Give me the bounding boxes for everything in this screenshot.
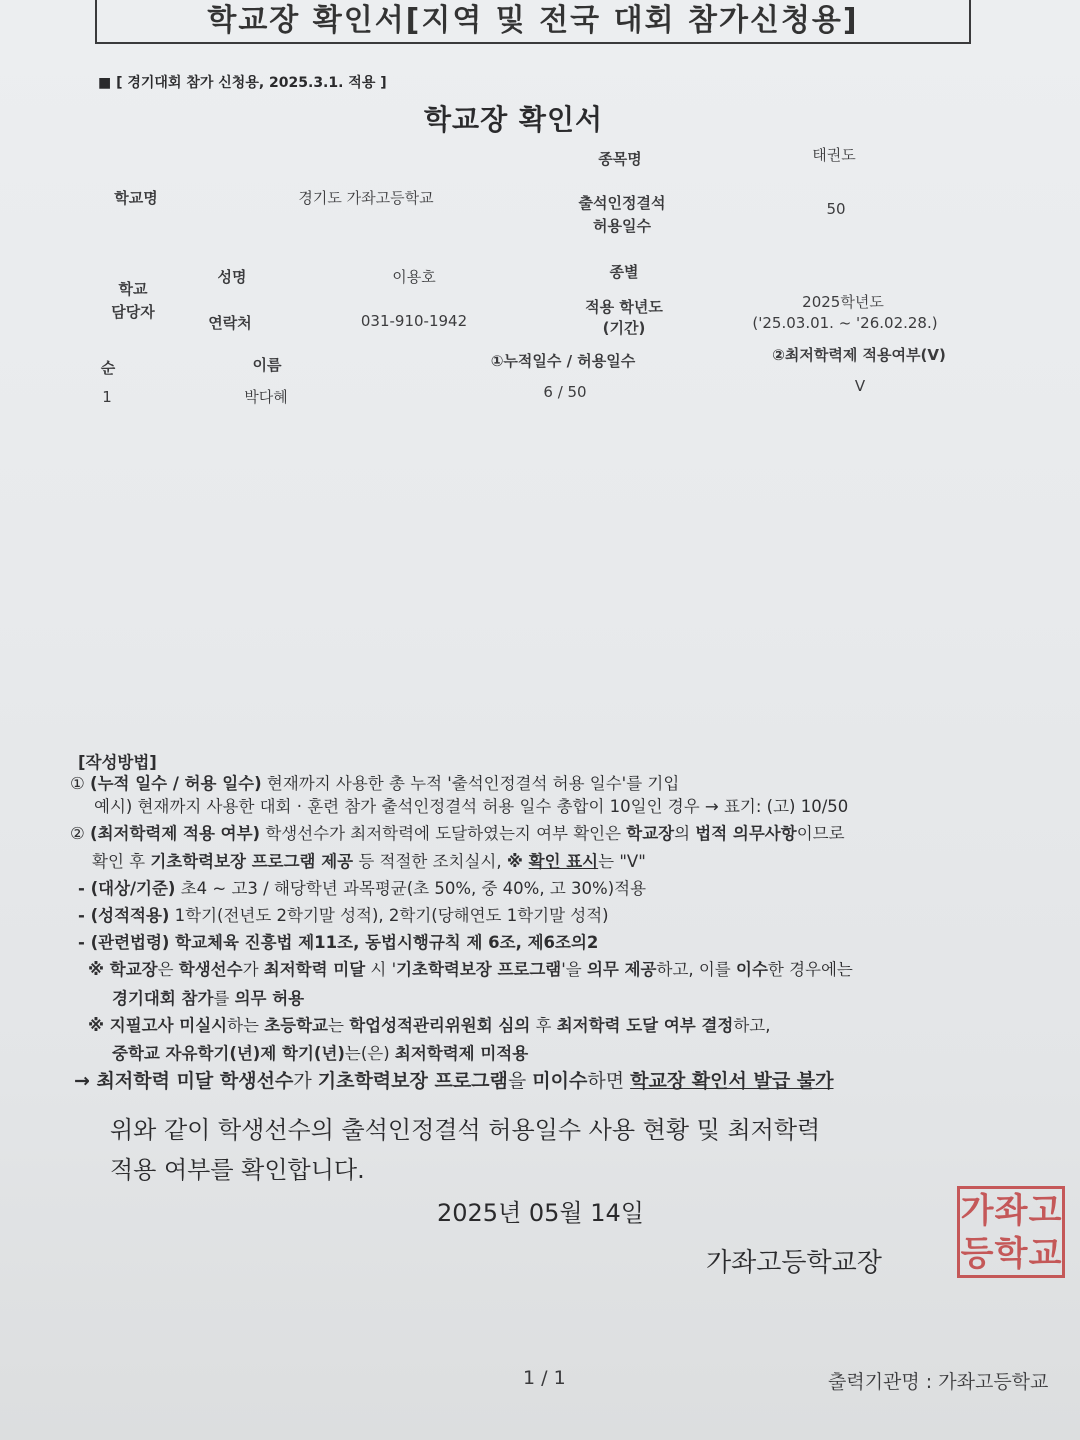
instruction-note-1: ※ 학교장은 학생선수가 최저학력 미달 시 '기초학력보장 프로그램'을 의무 제공하고, 이를 이수한 경우에는: [88, 960, 853, 979]
signer-name: 가좌고등학교장: [706, 1248, 882, 1278]
school-label: 학교명: [114, 189, 158, 207]
table-cell-name: 박다혜: [244, 388, 288, 406]
allowed-days-label-1: 출석인정결석: [578, 194, 666, 212]
year-label-1: 적용 학년도: [585, 298, 663, 316]
instruction-note-2b: 중학교 자유학기(년)제 학기(년)는(은) 최저학력제 미적용: [112, 1044, 529, 1063]
confirmation-line-2: 적용 여부를 확인합니다.: [110, 1156, 365, 1184]
instruction-example: 예시) 현재까지 사용한 대회 · 훈련 참가 출석인정결석 허용 일수 총합이 10일인 경우 → 표기: (고) 10/50: [94, 797, 849, 816]
allowed-days-label-2: 허용일수: [593, 217, 651, 235]
allowed-days-value: 50: [826, 200, 846, 218]
school-seal-stamp: 가 좌 고 등 학 교: [957, 1186, 1065, 1278]
table-cell-no: 1: [102, 388, 112, 406]
instruction-warning: → 최저학력 미달 학생선수가 기초학력보장 프로그램을 미이수하면 학교장 확인서 발급 불가: [74, 1070, 834, 1092]
manager-label-1: 학교: [118, 280, 148, 298]
table-header-name: 이름: [252, 356, 282, 374]
page-number: 1 / 1: [523, 1367, 566, 1389]
year-label-2: (기간): [602, 319, 646, 337]
instruction-grades: - (성적적용) 1학기(전년도 2학기말 성적), 2학기(당해연도 1학기말 성적): [78, 906, 609, 925]
year-value-1: 2025학년도: [802, 293, 884, 311]
contact-label: 연락처: [208, 314, 252, 332]
event-label: 종목명: [598, 150, 642, 168]
name-value: 이용호: [392, 268, 436, 286]
document-title: 학교장 확인서: [424, 103, 604, 136]
contact-value: 031-910-1942: [360, 312, 468, 330]
instruction-law: - (관련법령) 학교체육 진흥법 제11조, 동법시행규칙 제 6조, 제6조의2: [78, 933, 599, 952]
table-header-min-academic: ②최저학력제 적용여부(V): [772, 346, 946, 364]
form-version-note: ■ [ 경기대회 참가 신청용, 2025.3.1. 적용 ]: [98, 75, 387, 91]
school-value: 경기도 가좌고등학교: [298, 189, 434, 207]
manager-label-2: 담당자: [111, 303, 155, 321]
name-label: 성명: [217, 268, 247, 286]
instruction-target: - (대상/기준) 초4 ~ 고3 / 해당학년 과목평균(초 50%, 중 40%, 고 30%)적용: [78, 879, 647, 898]
type-label: 종별: [609, 263, 639, 281]
instructions-heading: [작성방법]: [78, 753, 157, 772]
year-value-2: ('25.03.01. ~ '26.02.28.): [752, 314, 938, 332]
confirmation-line-1: 위와 같이 학생선수의 출석인정결석 허용일수 사용 현황 및 최저학력: [110, 1116, 821, 1144]
table-cell-days: 6 / 50: [543, 383, 587, 401]
table-cell-applied: V: [854, 377, 866, 395]
instruction-note-2: ※ 지필고사 미실시하는 초등학교는 학업성적관리위원회 심의 후 최저학력 도달 여부 결정하고,: [88, 1016, 771, 1035]
instruction-line-2: ② (최저학력제 적용 여부) 학생선수가 최저학력에 도달하였는지 여부 확인은 학교장의 법적 의무사항이므로: [70, 824, 845, 843]
instruction-line-1: ① (누적 일수 / 허용 일수) 현재까지 사용한 총 누적 '출석인정결석 허용 일수'를 기입: [70, 774, 680, 793]
event-value: 태권도: [812, 146, 856, 164]
confirmation-date: 2025년 05월 14일: [437, 1199, 644, 1227]
instruction-note-1b: 경기대회 참가를 의무 허용: [112, 989, 305, 1008]
table-header-days: ①누적일수 / 허용일수: [490, 352, 636, 370]
document-box-title: 학교장 확인서[지역 및 전국 대회 참가신청용]: [95, 0, 971, 44]
printer-institution: 출력기관명 : 가좌고등학교: [828, 1371, 1049, 1393]
instruction-line-2b: 확인 후 기초학력보장 프로그램 제공 등 적절한 조치실시, ※ 확인 표시는 "V": [92, 852, 646, 871]
table-header-no: 순: [100, 359, 116, 377]
